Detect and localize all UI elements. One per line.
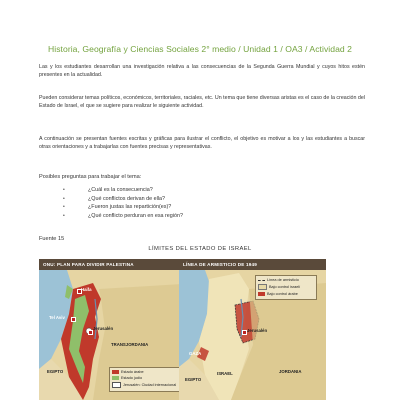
list-item [63,186,183,195]
map-left-header: ONU: PLAN PARA DIVIDIR PALESTINA [39,259,182,270]
jerusalem-label: Jerusalén [247,328,268,333]
israel-label: ISRAEL [217,371,233,376]
un-partition-map [39,259,182,400]
gaza-label: GAZA [189,351,202,356]
legend-label: Bajo control israelí [269,284,301,289]
bullet-icon: • [63,204,65,211]
tel-aviv-marker-icon [71,317,76,322]
list-item [63,203,183,212]
tel-aviv-label: Tel Aviv [49,315,65,320]
topics-paragraph: Pueden considerar temas políticos, económicos, territoriales, raciales, etc. Un tema que tiene diversas aristas es el caso de la creación del Estado de Israel, el que se sugiere para realizar le siguiente actividad. [39,95,365,110]
bullet-icon: • [63,187,65,193]
list-item [63,195,183,204]
source-label: Fuente 15 [39,236,65,242]
legend-label: Estado árabe [121,370,144,374]
bullet-icon: • [63,195,65,202]
armistice-map [179,259,326,400]
maps-title: LÍMITES DEL ESTADO DE ISRAEL [148,246,252,252]
legend-label: Bajo control árabe [267,291,298,296]
question-text: ¿Qué conflictos derivan de ella? [88,195,166,202]
legend-label: Estado judío [121,376,143,380]
israeli-control-swatch [258,284,267,290]
armistice-line-swatch [258,280,265,281]
legend-item [112,382,182,388]
legend-label: Línea de armisticio [267,278,299,282]
jerusalem-label: Jerusalén [93,326,114,331]
jewish-state-swatch [112,376,119,380]
bullet-icon: • [63,212,65,219]
egypt-label: EGIPTO [185,377,202,382]
page-title: Historia, Geografía y Ciencias Sociales 2° medio / Unidad 1 / OA3 / Actividad 2 [47,44,353,54]
legend-item [112,376,182,381]
map-right-legend [255,275,317,300]
arab-control-swatch [258,292,265,296]
questions-list [63,186,183,220]
legend-label: Jerusalén: Ciudad internacional [123,382,177,387]
question-text: ¿Qué conflicto perduran en esa región? [88,212,183,219]
sources-paragraph: A continuación se presentan fuentes escritas y gráficas para ilustrar el conflicto, el objetivo es motivar a los y las estudiantes a buscar otras orientaciones y a trabajarlas con fuentes precisas y representativas. [39,136,365,151]
question-text: ¿Cuál es la consecuencia? [88,187,153,193]
legend-item [112,370,182,375]
legend-item [258,292,314,297]
legend-item [258,284,314,290]
international-city-swatch [112,382,121,388]
map-left-legend [109,367,182,392]
legend-item [258,278,314,283]
question-text: ¿Fueron justas las repartición(es)? [88,204,172,211]
intro-paragraph: Las y los estudiantes desarrollan una investigación relativa a las consecuencias de la Segunda Guerra Mundial y cuyos hitos estén presentes en la actualidad. [39,64,365,79]
jordan-label: JORDANIA [279,369,302,374]
arab-state-swatch [112,370,119,374]
transjordan-label: TRANSJORDANIA [111,342,149,347]
egypt-label: EGIPTO [47,369,64,374]
map-right-header: LÍNEA DE ARMISTICIO DE 1949 [179,259,326,270]
list-item [63,212,183,221]
questions-title: Posibles preguntas para trabajar el tema: [39,174,142,180]
haifa-label: Haifa [81,287,92,292]
